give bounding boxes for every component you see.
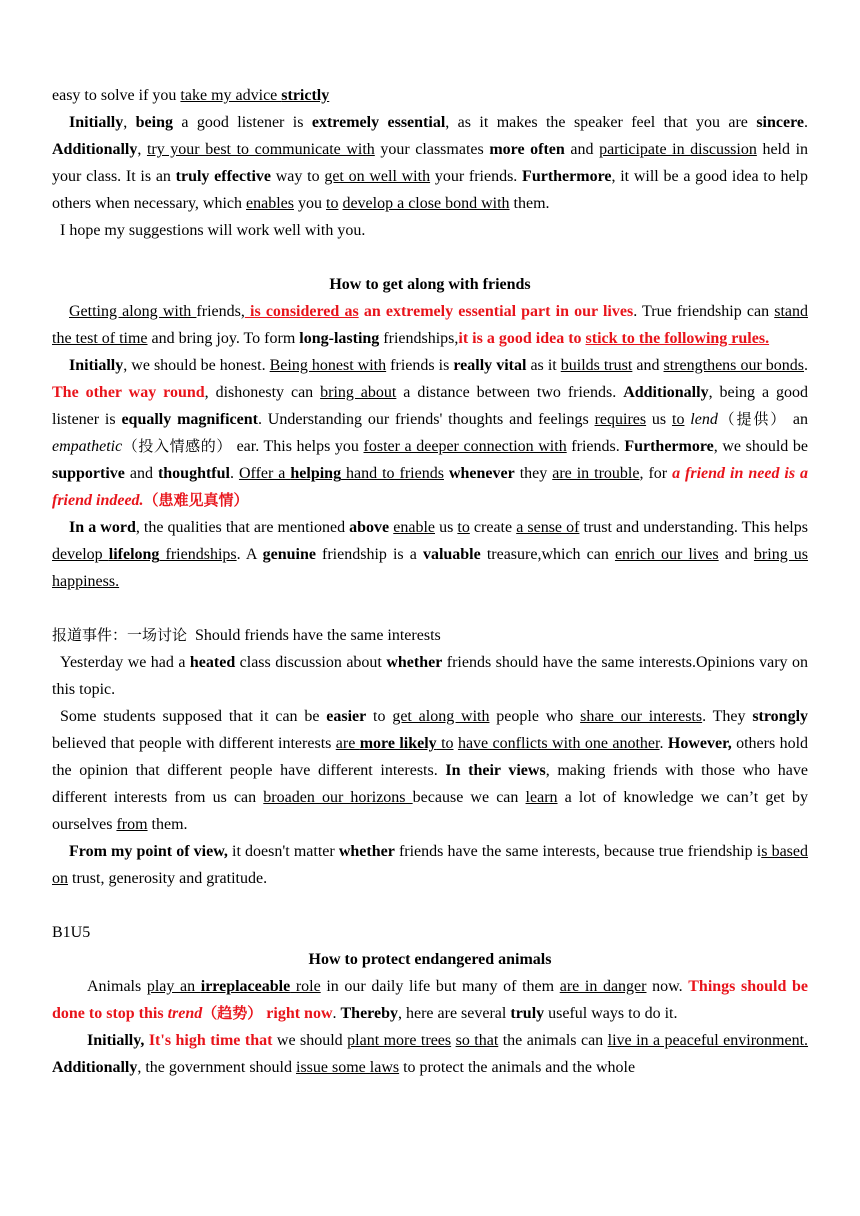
underlined-phrase: enrich our lives: [614, 546, 719, 563]
underlined-phrase: builds trust: [560, 357, 633, 374]
underlined-word: to: [457, 519, 470, 536]
underlined-phrase: Being honest with: [269, 357, 387, 374]
underlined-phrase: broaden our horizons: [263, 789, 413, 806]
text-span: in our daily life but many of them: [320, 978, 560, 995]
bold-word: sincere: [756, 114, 805, 131]
underlined-phrase: are in danger: [559, 978, 647, 995]
chinese-gloss-red: （患难见真情）: [143, 491, 249, 509]
text-span: we should: [272, 1032, 348, 1049]
underlined-phrase: plant more trees: [347, 1032, 452, 1049]
bold-underlined-word: irreplaceable: [200, 978, 291, 995]
text-span: believed that people with different interests: [52, 735, 336, 752]
unit-label: B1U5: [52, 924, 91, 941]
text-span: .: [659, 735, 668, 752]
bold-phrase: really vital: [453, 357, 527, 374]
chinese-heading: 报道事件：一场讨论: [52, 626, 188, 644]
english-heading: Should friends have the same interests: [187, 627, 441, 644]
text-span: .: [332, 1005, 341, 1022]
text-span: , we should be honest.: [123, 357, 270, 374]
intro-closing: I hope my suggestions will work well with you.: [60, 222, 366, 239]
text-span: way to: [271, 168, 325, 185]
friends-paragraph-1: [52, 298, 808, 352]
text-span: us: [646, 411, 672, 428]
underlined-phrase: stand the test of time: [52, 303, 808, 347]
report-heading: [52, 622, 808, 649]
text-span: , the qualities that are mentioned: [135, 519, 350, 536]
text-span: ear. This helps you: [231, 438, 364, 455]
text-span: and: [564, 141, 600, 158]
text-span: others hold the opinion that different people have different interests.: [52, 735, 809, 779]
intro-paragraph: [52, 109, 808, 217]
text-span: friendships,: [379, 330, 459, 347]
underlined-phrase: s based on: [52, 843, 809, 887]
text-span: , as it makes the speaker feel that you are: [445, 114, 757, 131]
text-span: class discussion about: [235, 654, 387, 671]
text-span: friends have the same interests, because true friendship i: [394, 843, 762, 860]
red-bold-phrase: The other way round: [52, 384, 205, 401]
spacer: [52, 892, 808, 919]
red-underlined-phrase: stick to the following rules.: [585, 330, 770, 347]
bold-phrase: From my point of view,: [69, 843, 228, 860]
text-span: now.: [646, 978, 689, 995]
text-span: friends is: [386, 357, 454, 374]
bold-word: heated: [189, 654, 236, 671]
underlined-phrase: hand to friends: [341, 465, 444, 482]
bold-word: Thereby: [340, 1005, 398, 1022]
underlined-word: to: [326, 195, 339, 212]
text-span: us: [435, 519, 458, 536]
underlined-phrase: have conflicts with one another: [457, 735, 660, 752]
italic-word: empathetic: [52, 438, 123, 455]
bold-word: supportive: [52, 465, 125, 482]
text-span: and: [632, 357, 664, 374]
text-span: .: [804, 357, 809, 374]
underlined-phrase: a sense of: [516, 519, 580, 536]
red-italic-proverb: a friend in need is a friend indeed.: [52, 465, 809, 509]
underlined-phrase: play an: [146, 978, 201, 995]
friends-paragraph-2: [52, 352, 808, 514]
text-span: they: [514, 465, 553, 482]
bold-word: whenever: [448, 465, 515, 482]
bold-phrase: more often: [489, 141, 565, 158]
text-span: , dishonesty can: [204, 384, 321, 401]
bold-word: easier: [326, 708, 367, 725]
text-span: useful ways to do it.: [544, 1005, 678, 1022]
text-span: your classmates: [374, 141, 490, 158]
red-bold-phrase: it is a good idea to: [458, 330, 586, 347]
red-bold-phrase: Things should be done to stop this: [52, 978, 809, 1022]
text-span: a good listener is: [172, 114, 312, 131]
section-title-friends: How to get along with friends: [329, 276, 531, 293]
underlined-phrase: develop: [52, 546, 109, 563]
underlined-phrase: are in trouble: [552, 465, 640, 482]
bold-word: valuable: [422, 546, 481, 563]
underlined-word: role: [290, 978, 321, 995]
underlined-phrase: share our interests: [580, 708, 703, 725]
underlined-word: enable: [393, 519, 435, 536]
bold-phrase: equally magnificent: [121, 411, 258, 428]
intro-line: [52, 82, 808, 109]
red-underlined-phrase: is considered as: [244, 303, 359, 320]
bold-word: truly: [510, 1005, 545, 1022]
report-paragraph-1: [52, 649, 808, 703]
text-span: the animals can: [498, 1032, 608, 1049]
underlined-phrase: issue some laws: [296, 1059, 400, 1076]
underlined-phrase: strengthens our bonds: [663, 357, 805, 374]
text-span: , here are several: [397, 1005, 511, 1022]
text-span: Some students supposed that it can be: [60, 708, 327, 725]
bold-word: being: [135, 114, 173, 131]
chinese-gloss: （投入情感的）: [122, 437, 232, 455]
text-span: create: [469, 519, 517, 536]
underlined-phrase: get along with: [392, 708, 490, 725]
text-span: friends should have the same interests.Opinions vary on this topic.: [52, 654, 808, 698]
bold-word: whether: [338, 843, 395, 860]
friends-paragraph-3: [52, 514, 808, 595]
red-bold-phrase: an extremely essential part in our lives: [358, 303, 634, 320]
text-span: and: [718, 546, 754, 563]
underlined-phrase: live in a peaceful environment.: [607, 1032, 809, 1049]
underlined-phrase: participate in discussion: [599, 141, 757, 158]
bold-word: Furthermore: [624, 438, 714, 455]
text-span: , the government should: [137, 1059, 296, 1076]
underlined-phrase: so that: [455, 1032, 499, 1049]
bold-word: However,: [667, 735, 732, 752]
text-span: Animals: [87, 978, 147, 995]
text-span: a lot of knowledge we can’t get by ourselves: [52, 789, 808, 833]
text-span: friends,: [196, 303, 245, 320]
underlined-word: from: [116, 816, 148, 833]
text-span: ,: [137, 141, 147, 158]
text-span: and bring joy. To form: [147, 330, 300, 347]
report-paragraph-3: [52, 838, 808, 892]
bold-phrase: In their views: [445, 762, 546, 779]
underlined-phrase: bring us happiness.: [52, 546, 809, 590]
text-span: trust, generosity and gratitude.: [68, 870, 268, 887]
underlined-word: learn: [525, 789, 558, 806]
chinese-gloss: （提供）: [717, 410, 788, 428]
text-span: , for: [639, 465, 673, 482]
text-span: your friends.: [430, 168, 523, 185]
text-span: them.: [509, 195, 550, 212]
underlined-phrase: foster a deeper connection with: [363, 438, 567, 455]
underlined-phrase: friendships: [159, 546, 237, 563]
underlined-phrase: Offer a: [238, 465, 291, 482]
text-span: . A: [236, 546, 263, 563]
underlined-word: to: [436, 735, 454, 752]
underlined-word: requires: [594, 411, 647, 428]
bold-word: whether: [386, 654, 443, 671]
text-span: . Understanding our friends' thoughts and feelings: [257, 411, 595, 428]
bold-phrase: extremely essential: [311, 114, 446, 131]
text-span: as it: [526, 357, 561, 374]
red-italic-word: trend: [167, 1005, 203, 1022]
bold-word: Furthermore: [522, 168, 612, 185]
text-span: them.: [147, 816, 188, 833]
animals-paragraph-1: [52, 973, 808, 1027]
spacer: [52, 244, 808, 271]
text-span: ,: [123, 114, 136, 131]
bold-word: above: [349, 519, 390, 536]
text-span: , we should be: [713, 438, 808, 455]
text-span: Yesterday we had a: [60, 654, 190, 671]
underlined-phrase: take my advice: [180, 87, 282, 104]
underlined-word: to: [672, 411, 685, 428]
bold-word: long-lasting: [299, 330, 380, 347]
section-title-animals: How to protect endangered animals: [308, 951, 552, 968]
underlined-word: are: [335, 735, 360, 752]
italic-word: lend: [690, 411, 718, 428]
text-span: because we can: [412, 789, 526, 806]
bold-underlined-word: lifelong: [108, 546, 160, 563]
animals-paragraph-2: [52, 1027, 808, 1081]
chinese-gloss-red: （趋势）: [202, 1004, 263, 1022]
bold-word: thoughtful: [157, 465, 230, 482]
underlined-phrase: develop a close bond with: [342, 195, 510, 212]
bold-phrase: truly effective: [175, 168, 272, 185]
underlined-word: enables: [246, 195, 294, 212]
red-bold-phrase: right now: [262, 1005, 333, 1022]
text-span: .: [804, 114, 809, 131]
text-span: people who: [489, 708, 581, 725]
bold-word: genuine: [262, 546, 316, 563]
bold-word: Initially,: [87, 1032, 145, 1049]
text-span: held in your class. It is an: [52, 141, 809, 185]
text-span: it doesn't matter: [227, 843, 339, 860]
text-span: a distance between two friends.: [396, 384, 624, 401]
underlined-phrase: Getting along with: [69, 303, 197, 320]
bold-underlined-phrase: more likely: [359, 735, 437, 752]
text-span: friends.: [566, 438, 625, 455]
bold-word: Additionally: [52, 1059, 138, 1076]
red-bold-phrase: It's high time that: [148, 1032, 273, 1049]
text-span: trust and understanding. This helps: [579, 519, 808, 536]
bold-word: Initially: [69, 357, 124, 374]
text-span: , making friends with those who have different interests from us can: [52, 762, 808, 806]
bold-phrase: In a word: [69, 519, 136, 536]
document-page: [52, 82, 808, 1081]
text-span: to protect the animals and the whole: [399, 1059, 636, 1076]
text-span: . True friendship can: [633, 303, 775, 320]
bold-word: strongly: [752, 708, 809, 725]
bold-word: Additionally: [623, 384, 709, 401]
text-span: .: [229, 465, 239, 482]
bold-underlined-word: helping: [290, 465, 342, 482]
text-span: friendship is a: [315, 546, 423, 563]
text-span: , it will be a good idea to help others when necessary, which: [52, 168, 809, 212]
text-span: to: [366, 708, 393, 725]
bold-word: Additionally: [52, 141, 138, 158]
text-span: and: [124, 465, 158, 482]
spacer: [52, 595, 808, 622]
text-span: , being a good listener is: [52, 384, 808, 428]
text-span: . They: [702, 708, 753, 725]
text-span: you: [294, 195, 326, 212]
underlined-phrase: try your best to communicate with: [146, 141, 375, 158]
report-paragraph-2: [52, 703, 808, 838]
bold-word: Initially: [69, 114, 124, 131]
underlined-phrase: get on well with: [324, 168, 431, 185]
text-span: easy to solve if you: [52, 87, 181, 104]
text-span: treasure,which can: [480, 546, 615, 563]
underlined-phrase: bring about: [320, 384, 397, 401]
text-span: an: [787, 411, 808, 428]
bold-underlined-word: strictly: [281, 87, 330, 104]
